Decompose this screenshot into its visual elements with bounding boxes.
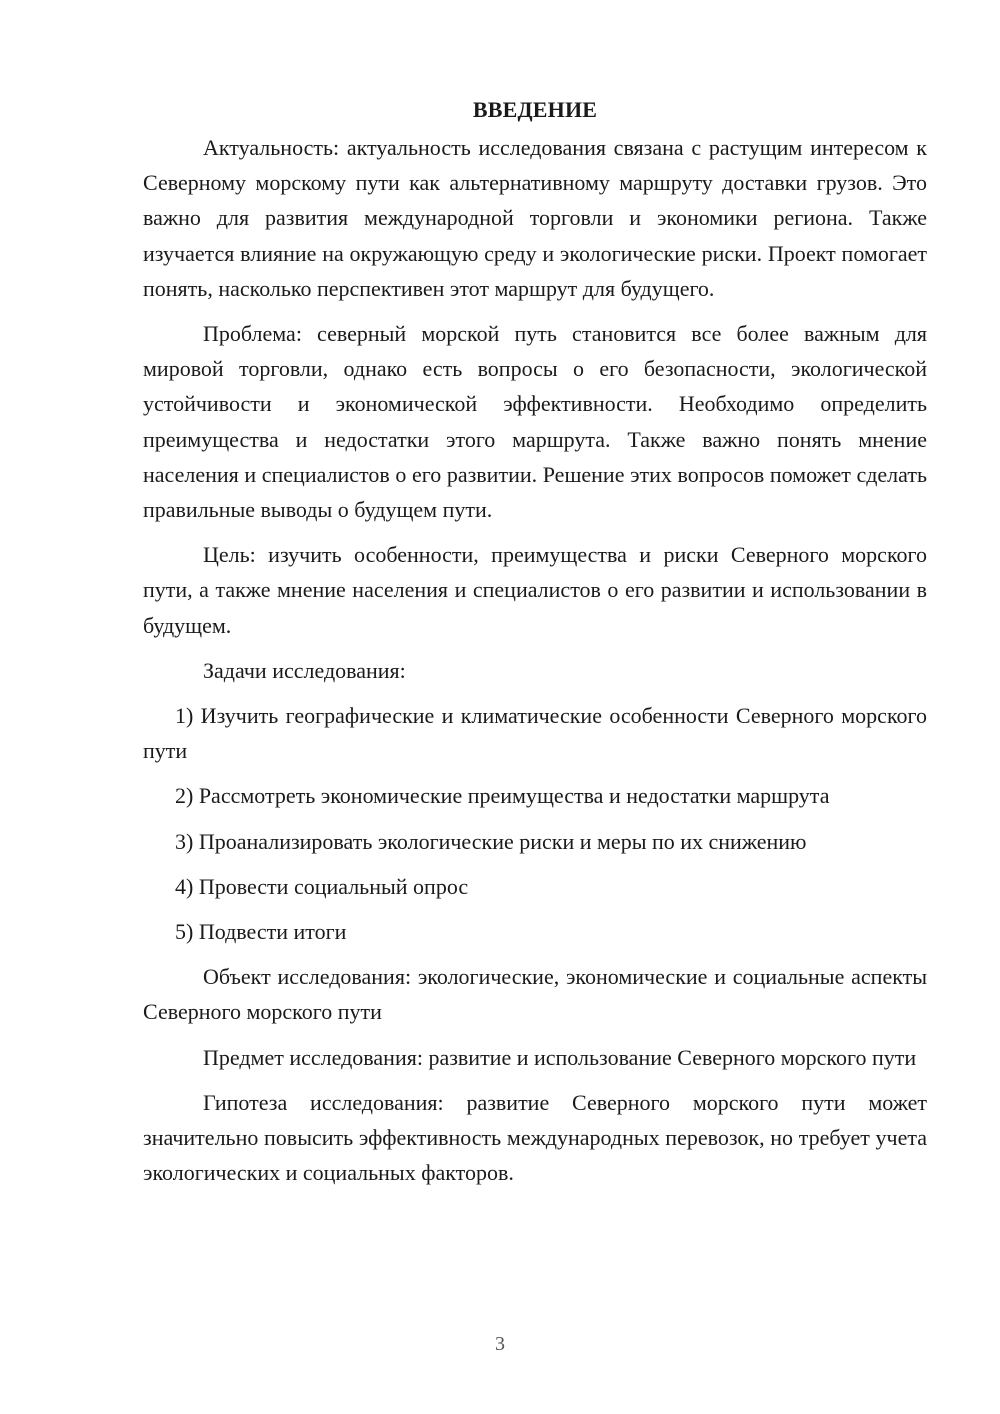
page-title: ВВЕДЕНИЕ xyxy=(472,97,598,122)
page-number: 3 xyxy=(495,1333,505,1355)
relevance-paragraph: Актуальность: актуальность исследования связана с растущим интересом к Северному морскому пути как альтернативному маршруту доставки грузов. Это важно для развития международной торговли и экономики региона. Также изучается влияние на окружающую среду и экологические риски. Проект помогает понять, насколько перспективен этот маршрут для будущего. xyxy=(143,135,927,301)
tasks-heading: Задачи исследования: xyxy=(203,657,406,683)
task-item: 5) Подвести итоги xyxy=(175,919,347,945)
object-paragraph: Объект исследования: экологические, экономические и социальные аспекты Северного морского пути xyxy=(143,964,927,1025)
task-item: 3) Проанализировать экологические риски и меры по их снижению xyxy=(175,828,807,854)
goal-paragraph: Цель: изучить особенности, преимущества и риски Северного морского пути, а также мнение населения и специалистов о его развитии и использовании в будущем. xyxy=(143,542,927,638)
task-item: 4) Провести социальный опрос xyxy=(175,873,469,899)
task-item: 1) Изучить географические и климатические особенности Северного морского пути xyxy=(143,703,927,764)
hypothesis-paragraph: Гипотеза исследования: развитие Северного морского пути может значительно повысить эффективность международных перевозок, но требует учета экологических и социальных факторов. xyxy=(143,1089,927,1186)
task-item: 2) Рассмотреть экономические преимущества и недостатки маршрута xyxy=(175,783,830,809)
subject-paragraph: Предмет исследования: развитие и использование Северного морского пути xyxy=(203,1044,917,1070)
tasks-list xyxy=(143,698,927,949)
document-page xyxy=(143,90,927,1200)
problem-paragraph: Проблема: северный морской путь становится все более важным для мировой торговли, однако есть вопросы о его безопасности, экологической устойчивости и экономической эффективности. Необходимо определить преимущества и недостатки этого маршрута. Также важно понять мнение населения и специалистов о его развитии. Решение этих вопросов поможет сделать правильные выводы о будущем пути. xyxy=(143,321,927,523)
